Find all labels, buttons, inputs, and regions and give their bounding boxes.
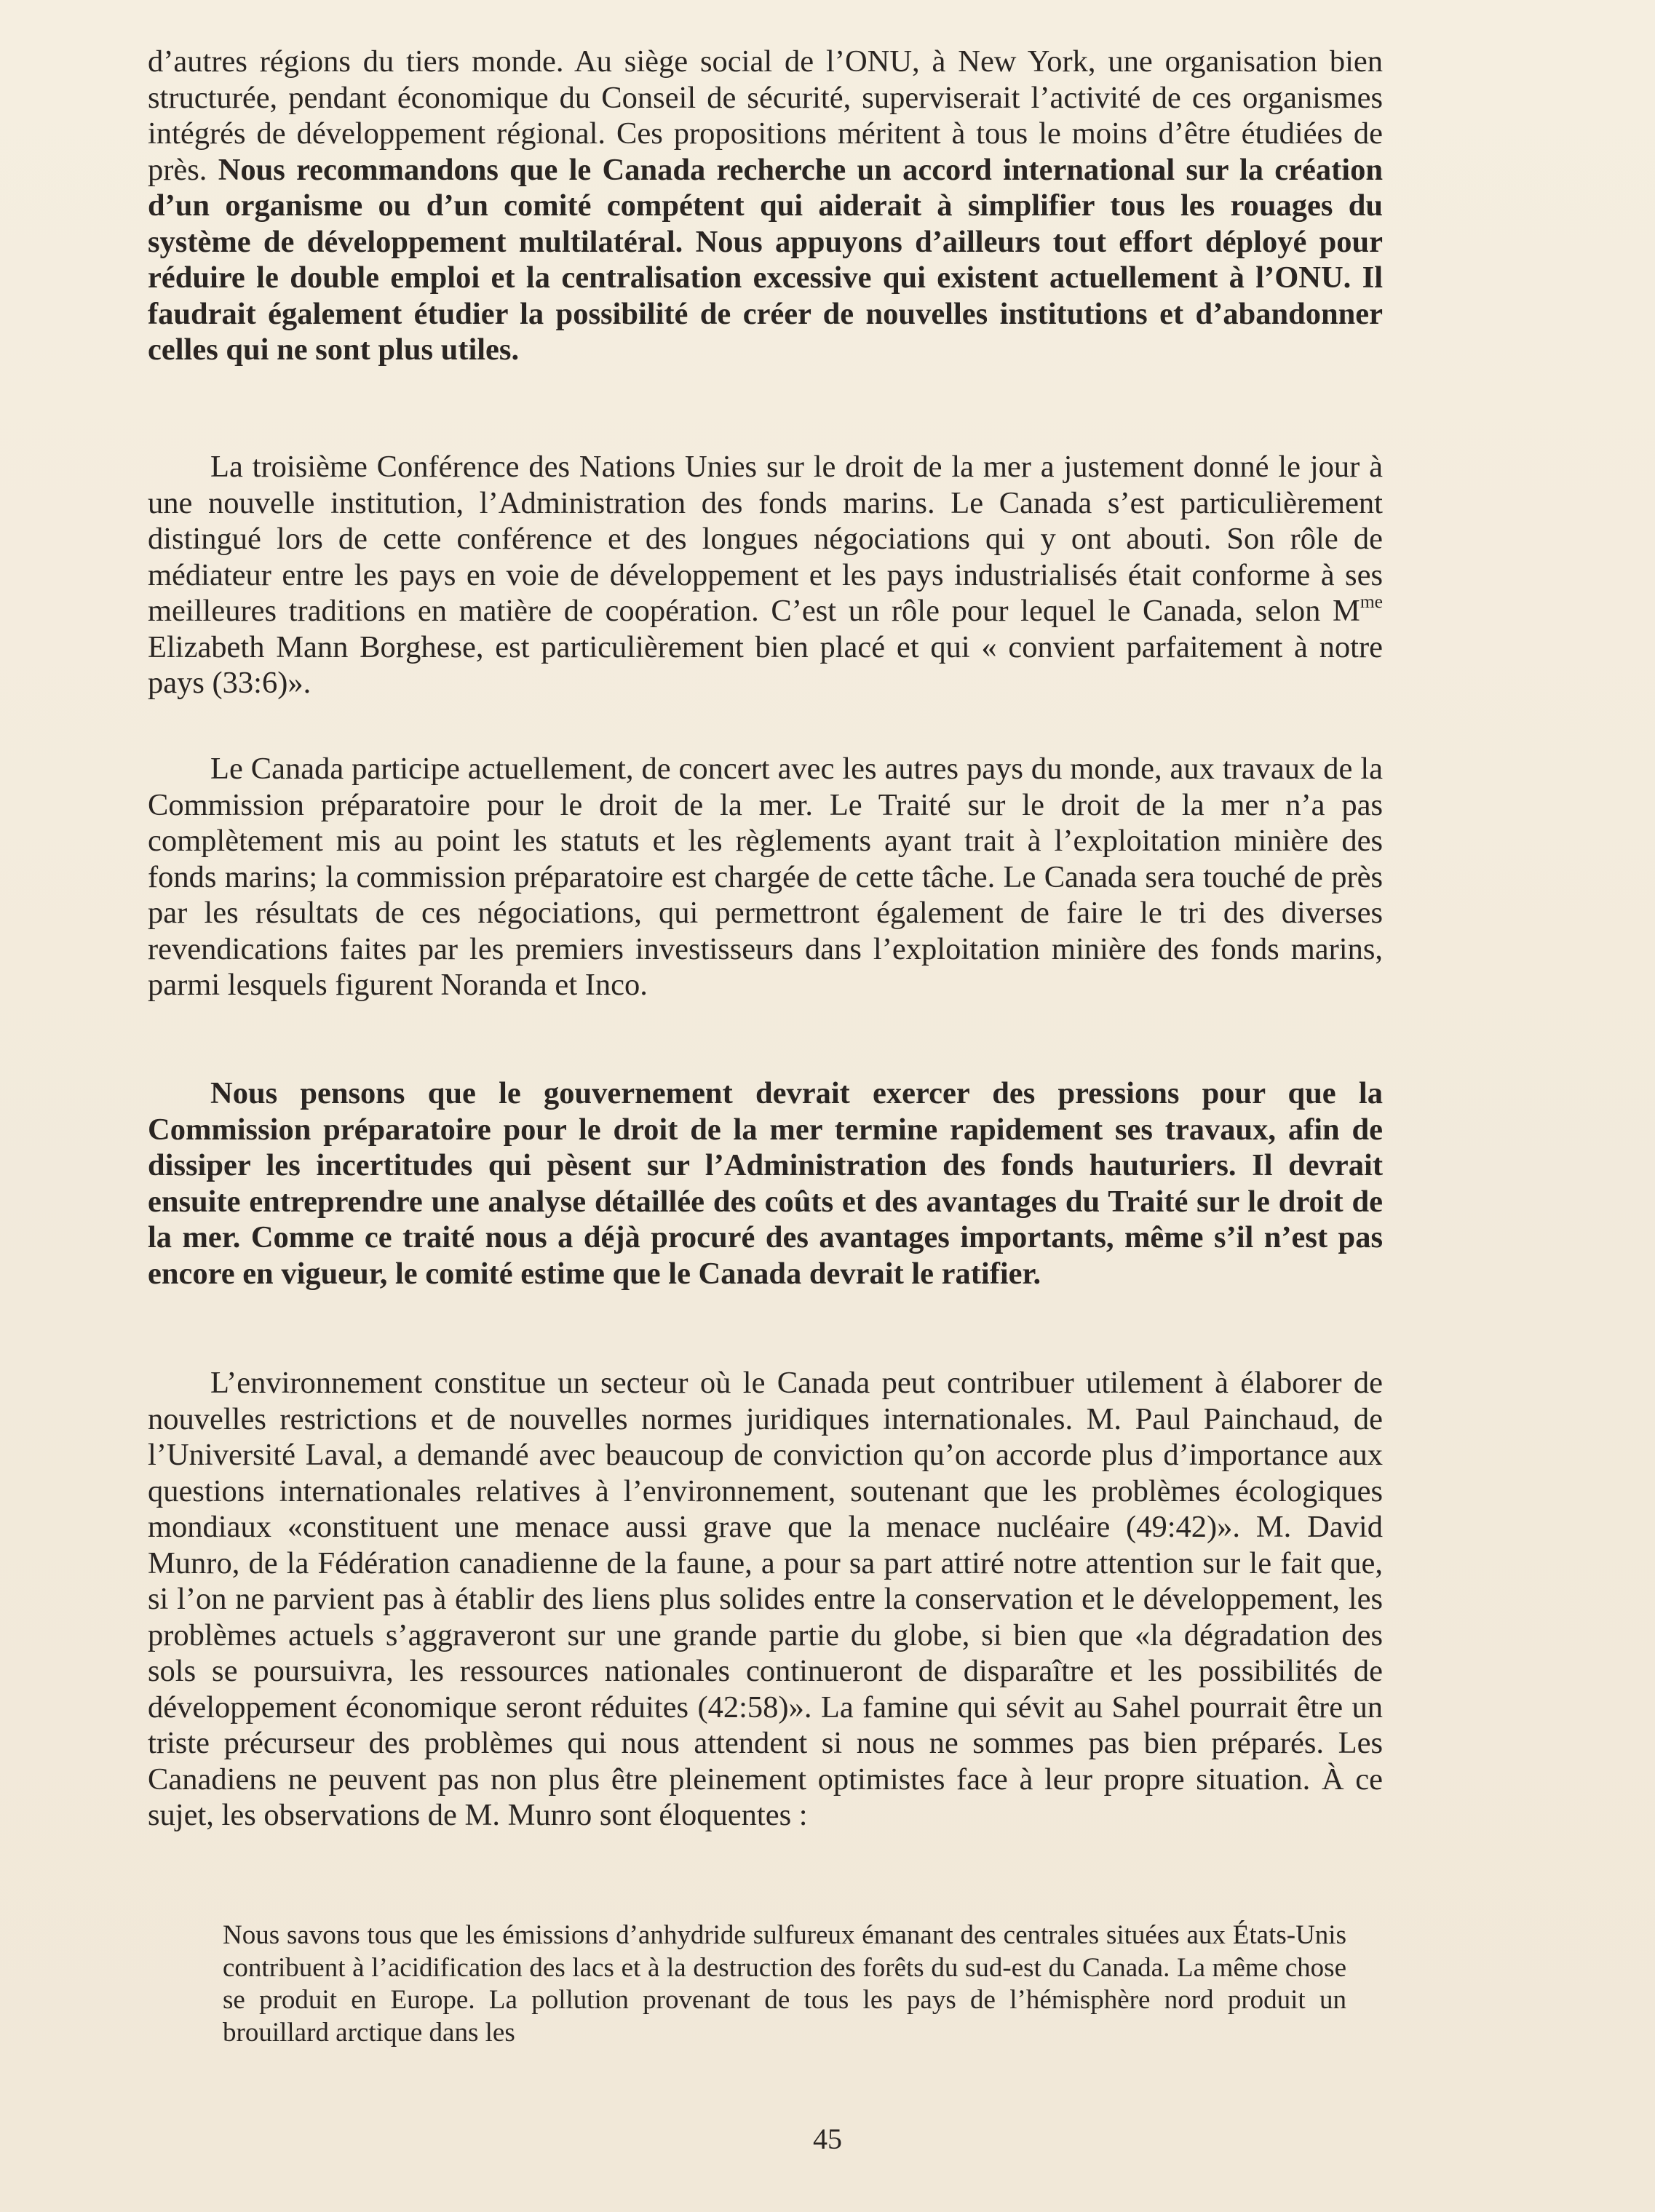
- paragraph-4-recommendation: Nous pensons que le gouvernement devrait exercer des pressions pour que la Commission préparatoire pour le droit de la mer termine rapidement ses travaux, afin de dissiper les incertitudes qui pèsent sur l’Administration des fonds hauturiers. Il devrait ensuite entreprendre une analyse détaillée des coûts et des avantages du Traité sur le droit de la mer. Comme ce traité nous a déjà procuré des avantages importants, même s’il n’est pas encore en vigueur, le comité estime que le Canada devrait le ratifier.: [148, 1076, 1383, 1291]
- paragraph-5: [148, 1365, 1383, 1834]
- paragraph-2-part-1: La troisième Conférence des Nations Unies sur le droit de la mer a justement donné le jour à une nouvelle institution, l’Administration des fonds marins. Le Canada s’est particulièrement distingué lors de cette conférence et des longues négociations qui y ont abouti. Son rôle de médiateur entre les pays en voie de développement et les pays industrialisés était conforme à ses meilleures traditions en matière de coopération. C’est un rôle pour lequel le Canada, selon M: [148, 450, 1383, 628]
- page-number: 45: [813, 2123, 842, 2155]
- block-quote: Nous savons tous que les émissions d’anhydride sulfureux émanant des centrales situées aux États-Unis contribuent à l’acidification des lacs et à la destruction des forêts du sud-est du Canada. La même chose se produit en Europe. La pollution provenant de tous les pays de l’hémisphère nord produit un brouillard arctique dans les: [223, 1920, 1346, 2048]
- paragraph-1-text: [148, 44, 1383, 368]
- paragraph-3: [148, 751, 1383, 1003]
- paragraph-2: [148, 449, 1383, 701]
- paragraph-1-regular: d’autres régions du tiers monde. Au siège social de l’ONU, à New York, une organisation bien structurée, pendant économique du Conseil de sécurité, superviserait l’activité de ces organismes intégrés de développement régional. Ces propositions méritent à tous le moins d’être étudiées de près.: [148, 44, 1383, 187]
- paragraph-2-part-2: Elizabeth Mann Borghese, est particulièrement bien placé et qui « convient parfaitement à notre pays (33:6)».: [148, 629, 1383, 700]
- paragraph-1-recommendation: Nous recommandons que le Canada recherche un accord international sur la création d’un organisme ou d’un comité compétent qui aiderait à simplifier tous les rouages du système de développement multilatéral. Nous appuyons d’ailleurs tout effort déployé pour réduire le double emploi et la centralisation excessive qui existent actuellement à l’ONU. Il faudrait également étudier la possibilité de créer de nouvelles institutions et d’abandonner celles qui ne sont plus utiles.: [148, 152, 1383, 367]
- paragraph-4: [148, 1075, 1383, 1292]
- paragraph-5-text: L’environnement constitue un secteur où le Canada peut contribuer utilement à élaborer de nouvelles restrictions et de nouvelles normes juridiques internationales. M. Paul Painchaud, de l’Université Laval, a demandé avec beaucoup de conviction qu’on accorde plus d’importance aux questions internationales relatives à l’environnement, soutenant que les problèmes écologiques mondiaux «constituent une menace aussi grave que la menace nucléaire (49:42)». M. David Munro, de la Fédération canadienne de la faune, a pour sa part attiré notre attention sur le fait que, si l’on ne parvient pas à établir des liens plus solides entre la conservation et le développement, les problèmes actuels s’aggraveront sur une grande partie du globe, si bien que «la dégradation des sols se poursuivra, les ressources nationales continueront de disparaître et les possibilités de développement économique seront réduites (42:58)». La famine qui sévit au Sahel pourrait être un triste précurseur des problèmes qui nous attendent si nous ne sommes pas bien préparés. Les Canadiens ne peuvent pas non plus être pleinement optimistes face à leur propre situation. À ce sujet, les observations de M. Munro sont éloquentes :: [148, 1366, 1383, 1832]
- paragraph-2-superscript: me: [1360, 591, 1383, 613]
- paragraph-3-text: Le Canada participe actuellement, de concert avec les autres pays du monde, aux travaux de la Commission préparatoire pour le droit de la mer. Le Traité sur le droit de la mer n’a pas complètement mis au point les statuts et les règlements ayant trait à l’exploitation minière des fonds marins; la commission préparatoire est chargée de cette tâche. Le Canada sera touché de près par les résultats de ces négociations, qui permettront également de faire le tri des diverses revendications faites par les premiers investisseurs dans l’exploitation minière des fonds marins, parmi lesquels figurent Noranda et Inco.: [148, 752, 1383, 1002]
- paragraph-1: [148, 44, 1383, 368]
- paragraph-2-text: [148, 449, 1383, 701]
